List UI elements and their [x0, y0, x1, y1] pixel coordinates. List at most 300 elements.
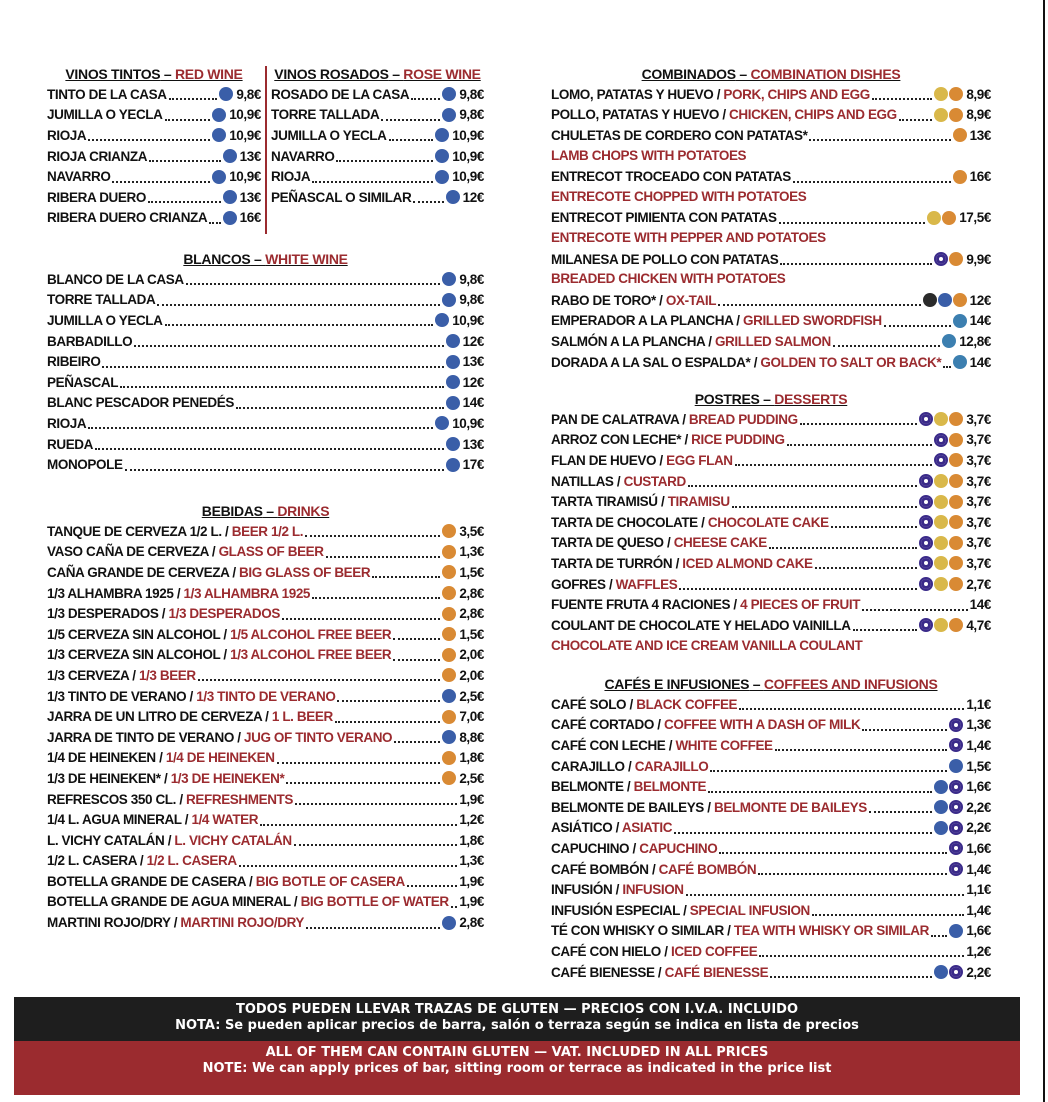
- section-title-es: VINOS TINTOS: [65, 66, 161, 82]
- allergen-icons: [953, 170, 967, 184]
- item-name: [551, 210, 777, 225]
- item-name-en: BREAD PUDDING: [688, 411, 798, 427]
- item-name-es: 1/5 CERVEZA SIN ALCOHOL /: [47, 626, 231, 642]
- dot-leader: [372, 576, 440, 578]
- footer-es-line1: TODOS PUEDEN LLEVAR TRAZAS DE GLUTEN — PRECIOS CON I.V.A. INCLUIDO: [235, 1002, 799, 1017]
- item-price: 4,7€: [966, 617, 991, 633]
- item-name-en: CAFÉ BIENESSE: [664, 964, 769, 980]
- item-name-en: CHOCOLATE CAKE: [707, 514, 829, 530]
- egg-icon: [934, 412, 948, 426]
- footer-banner-es: [14, 997, 1020, 1041]
- item-price: 10,9€: [229, 107, 261, 123]
- menu-item: [551, 879, 991, 900]
- item-name-es: PEÑASCAL O SIMILAR: [271, 189, 412, 205]
- section-title-sep: –: [735, 66, 751, 82]
- allergen-icons: [919, 536, 963, 550]
- milk-icon: [919, 495, 933, 509]
- fish-icon: [942, 334, 956, 348]
- item-name-es: 1/3 DESPERADOS /: [47, 606, 169, 622]
- allergen-icons: [435, 313, 449, 327]
- dot-leader: [769, 547, 917, 549]
- menu-item: [47, 624, 484, 645]
- item-price: 2,2€: [966, 799, 991, 815]
- item-name: [47, 128, 86, 143]
- dot-leader: [739, 708, 964, 710]
- menu-item: [551, 797, 991, 818]
- item-name-es: FUENTE FRUTA 4 RACIONES /: [551, 597, 741, 613]
- item-name-en: ICED COFFEE: [670, 943, 758, 959]
- item-price: 3,7€: [966, 452, 991, 468]
- item-price: 10,9€: [452, 148, 484, 164]
- item-name-es: ENTRECOT PIMIENTA CON PATATAS: [551, 210, 777, 226]
- cereal-icon: [442, 565, 456, 579]
- menu-item: [47, 454, 484, 475]
- allergen-icons: [442, 272, 456, 286]
- item-name-es: TORRE TALLADA: [47, 292, 156, 308]
- item-name-es: TARTA DE TURRÓN /: [551, 555, 683, 571]
- allergen-icons: [953, 355, 967, 369]
- item-name-en: 1/3 TINTO DE VERANO: [196, 688, 336, 704]
- dot-leader: [708, 791, 932, 793]
- item-name: [47, 565, 370, 580]
- menu-item: [551, 125, 991, 146]
- item-price: 1,4€: [966, 737, 991, 753]
- item-price: 1,1€: [966, 696, 991, 712]
- item-name-en: GRILLED SWORDFISH: [743, 313, 882, 329]
- item-price: 1,3€: [459, 544, 484, 560]
- allergen-icons: [442, 751, 456, 765]
- sulfite-icon: [446, 458, 460, 472]
- cereal-icon: [942, 211, 956, 225]
- item-price: 1,2€: [459, 812, 484, 828]
- dot-leader: [312, 597, 440, 599]
- section-title-en: ROSE WINE: [403, 66, 481, 82]
- dot-leader: [719, 852, 947, 854]
- milk-icon: [949, 738, 963, 752]
- item-name-es: DORADA A LA SAL O ESPALDA* /: [551, 354, 761, 370]
- menu-item: [47, 603, 484, 624]
- item-name-es: TÉ CON WHISKY O SIMILAR /: [551, 923, 734, 939]
- milk-icon: [934, 433, 948, 447]
- item-name: [551, 697, 737, 712]
- milk-icon: [919, 412, 933, 426]
- item-price: 1,1€: [966, 882, 991, 898]
- item-price: 13€: [462, 436, 484, 452]
- section-title-sep: –: [262, 503, 278, 519]
- item-name-es: BLANC PESCADOR PENEDÉS: [47, 395, 234, 411]
- item-name-es: POLLO, PATATAS Y HUEVO /: [551, 107, 730, 123]
- dot-leader: [95, 448, 444, 450]
- item-name-en-subline: CHOCOLATE AND ICE CREAM VANILLA COULANT: [551, 637, 863, 653]
- milk-icon: [919, 556, 933, 570]
- dot-leader: [209, 222, 220, 224]
- dot-leader: [869, 811, 932, 813]
- item-name-en: L. VICHY CATALÁN: [174, 832, 292, 848]
- allergen-icons: [435, 128, 449, 142]
- section-title: [47, 501, 484, 521]
- cereal-icon: [442, 586, 456, 600]
- item-name-es: 1/4 L. AGUA MINERAL /: [47, 812, 192, 828]
- allergen-icons: [934, 108, 963, 122]
- menu-item: [47, 521, 484, 542]
- item-name-es: FLAN DE HUEVO /: [551, 452, 667, 468]
- sulfite-icon: [435, 149, 449, 163]
- item-name-es: RIOJA CRIANZA: [47, 148, 148, 164]
- item-name-en: BLACK COFFEE: [636, 696, 738, 712]
- item-name: [47, 915, 304, 930]
- dot-leader: [381, 119, 440, 121]
- cereal-icon: [442, 710, 456, 724]
- dot-leader: [800, 423, 918, 425]
- dot-leader: [157, 304, 440, 306]
- item-name: [271, 190, 411, 205]
- item-name-en: 1/3 ALHAMBRA 1925: [183, 585, 311, 601]
- item-name-es: BLANCO DE LA CASA: [47, 271, 184, 287]
- item-price: 13€: [462, 354, 484, 370]
- section-title-es: BEBIDAS: [201, 503, 263, 519]
- allergen-icons: [442, 689, 456, 703]
- item-name: [47, 437, 93, 452]
- item-name-en: ICED ALMOND CAKE: [682, 555, 813, 571]
- menu-item: [551, 208, 991, 229]
- item-name-es: EMPERADOR A LA PLANCHA /: [551, 313, 743, 329]
- allergen-icons: [927, 211, 956, 225]
- allergen-icons: [446, 437, 460, 451]
- footer-banner-en: [14, 1041, 1020, 1095]
- item-name: [47, 395, 234, 410]
- allergen-icons: [442, 87, 456, 101]
- section-title-es: POSTRES: [694, 391, 760, 407]
- item-name: [271, 128, 387, 143]
- dot-leader: [198, 679, 441, 681]
- item-name-es: LOMO, PATATAS Y HUEVO /: [551, 86, 724, 102]
- allergen-icons: [442, 648, 456, 662]
- item-price: 17€: [462, 457, 484, 473]
- dot-leader: [112, 181, 210, 183]
- item-price: 14€: [969, 313, 991, 329]
- item-name: [47, 107, 163, 122]
- item-name-es: JARRA DE UN LITRO DE CERVEZA /: [47, 709, 272, 725]
- menu-item: [47, 372, 484, 393]
- item-price: 1,9€: [459, 894, 484, 910]
- dot-leader: [899, 119, 933, 121]
- item-name-en: REFRESHMENTS: [186, 791, 294, 807]
- dot-leader: [169, 98, 218, 100]
- item-name-es: RABO DE TORO* /: [551, 292, 666, 308]
- item-name: [47, 586, 310, 601]
- item-name-en-subline: ENTRECOTE WITH PEPPER AND POTATOES: [551, 230, 826, 246]
- item-price: 1,9€: [459, 791, 484, 807]
- menu-item: [47, 269, 484, 290]
- item-name: [551, 87, 870, 102]
- item-name: [47, 354, 100, 369]
- allergen-icons: [446, 355, 460, 369]
- item-name: [551, 128, 807, 143]
- milk-icon: [919, 515, 933, 529]
- item-name-en: 1 L. BEER: [271, 709, 333, 725]
- menu-item: [551, 105, 991, 126]
- menu-item: [551, 471, 991, 492]
- item-price: 12€: [462, 374, 484, 390]
- egg-icon: [934, 618, 948, 632]
- allergen-icons: [435, 416, 449, 430]
- item-name-en: ASIATIC: [621, 820, 673, 836]
- item-name: [551, 334, 831, 349]
- cereal-icon: [442, 648, 456, 662]
- menu-item: [551, 290, 991, 311]
- egg-icon: [934, 515, 948, 529]
- allergen-icons: [934, 433, 963, 447]
- item-price: 3,7€: [966, 411, 991, 427]
- item-name: [47, 272, 184, 287]
- menu-item: [551, 512, 991, 533]
- section-title-en: DRINKS: [277, 503, 330, 519]
- page-border-right: [1043, 0, 1045, 1102]
- allergen-icons: [923, 293, 967, 307]
- item-price: 8,9€: [966, 86, 991, 102]
- sulfite-icon: [435, 313, 449, 327]
- item-price: 14€: [969, 597, 991, 613]
- menu-item: [271, 146, 484, 167]
- item-name-es: CAFÉ BIENESSE /: [551, 964, 665, 980]
- item-name-es: ARROZ CON LECHE* /: [551, 432, 692, 448]
- item-name-es: CAFÉ CON LECHE /: [551, 737, 676, 753]
- item-price: 13€: [969, 127, 991, 143]
- item-name: [551, 862, 756, 877]
- allergen-icons: [442, 730, 456, 744]
- menu-item: [271, 125, 484, 146]
- allergen-icons: [934, 87, 963, 101]
- desserts-section: [551, 389, 991, 656]
- item-name-es: TANQUE DE CERVEZA 1/2 L. /: [47, 523, 232, 539]
- cereal-icon: [949, 412, 963, 426]
- section-title-sep: –: [759, 391, 775, 407]
- allergen-icons: [442, 710, 456, 724]
- milk-icon: [934, 252, 948, 266]
- allergen-icons: [949, 759, 963, 773]
- menu-item: [551, 776, 991, 797]
- cereal-icon: [949, 453, 963, 467]
- cereal-icon: [953, 293, 967, 307]
- menu-item: [47, 583, 484, 604]
- sulfite-icon: [223, 190, 237, 204]
- dot-leader: [394, 741, 440, 743]
- allergen-icons: [212, 108, 226, 122]
- item-price: 10,9€: [452, 169, 484, 185]
- item-name-es: RIOJA: [47, 127, 87, 143]
- dot-leader: [710, 770, 947, 772]
- item-name: [551, 717, 860, 732]
- milk-icon: [949, 780, 963, 794]
- item-name-en: WAFFLES: [615, 576, 678, 592]
- dot-leader: [815, 567, 918, 569]
- red-wine-section: [47, 64, 261, 228]
- allergen-icons: [934, 965, 963, 979]
- allergen-icons: [442, 916, 456, 930]
- dot-leader: [294, 844, 458, 846]
- item-name: [47, 709, 333, 724]
- sulfite-icon: [442, 272, 456, 286]
- item-price: 9,9€: [966, 251, 991, 267]
- item-name: [551, 841, 717, 856]
- item-name-en: 1/2 L. CASERA: [146, 853, 237, 869]
- item-name: [551, 820, 672, 835]
- cereal-icon: [442, 607, 456, 621]
- item-name-en: BIG GLASS OF BEER: [239, 564, 371, 580]
- item-name-en: BIG BOTTLE OF WATER: [300, 894, 449, 910]
- cereal-icon: [442, 771, 456, 785]
- item-name-es: MONOPOLE: [47, 457, 123, 473]
- item-name-es: ROSADO DE LA CASA: [271, 86, 410, 102]
- item-name-en: BIG BOTLE OF CASERA: [255, 873, 405, 889]
- item-name: [47, 87, 167, 102]
- dot-leader: [758, 873, 947, 875]
- item-name-en: JUG OF TINTO VERANO: [243, 729, 393, 745]
- menu-item: [47, 727, 484, 748]
- menu-item: [271, 166, 484, 187]
- item-name-es: CAFÉ CON HIELO /: [551, 943, 671, 959]
- item-name-es: VASO CAÑA DE CERVEZA /: [47, 544, 219, 560]
- item-name: [47, 689, 335, 704]
- sulfite-icon: [934, 800, 948, 814]
- item-name-es: BELMONTE /: [551, 779, 634, 795]
- item-name-en: BEER 1/2 L.: [231, 523, 304, 539]
- item-name-es: TARTA TIRAMISÚ /: [551, 494, 668, 510]
- dot-leader: [88, 427, 433, 429]
- item-price: 1,3€: [966, 717, 991, 733]
- item-price: 9,8€: [459, 107, 484, 123]
- dot-leader: [389, 139, 434, 141]
- item-name: [271, 149, 334, 164]
- item-name-es: PEÑASCAL: [47, 374, 119, 390]
- item-name: [47, 750, 275, 765]
- section-title-es: CAFÉS E INFUSIONES: [604, 676, 750, 692]
- cereal-icon: [953, 170, 967, 184]
- item-name-en: 1/4 DE HEINEKEN: [165, 750, 275, 766]
- menu-item: [271, 84, 484, 105]
- item-name-en: CARAJILLO: [634, 758, 709, 774]
- dot-leader: [862, 609, 968, 611]
- dot-leader: [779, 222, 926, 224]
- milk-icon: [919, 577, 933, 591]
- dot-leader: [186, 283, 441, 285]
- section-title-sep: –: [749, 676, 764, 692]
- menu-item: [551, 715, 991, 736]
- dot-leader: [411, 98, 440, 100]
- coffees-section: [551, 674, 991, 982]
- dot-leader: [282, 618, 440, 620]
- item-name: [47, 416, 86, 431]
- section-title: [47, 64, 261, 84]
- menu-item: [47, 208, 261, 229]
- allergen-icons: [919, 495, 963, 509]
- item-name: [271, 87, 409, 102]
- sulfite-icon: [446, 375, 460, 389]
- item-price: 2,2€: [966, 820, 991, 836]
- item-name: [551, 944, 757, 959]
- dot-leader: [286, 782, 440, 784]
- item-name-es: GOFRES /: [551, 576, 616, 592]
- menu-item: [551, 491, 991, 512]
- menu-item: [551, 311, 991, 332]
- item-price: 10,9€: [452, 127, 484, 143]
- footer-en-line1: ALL OF THEM CAN CONTAIN GLUTEN — VAT. INCLUDED IN ALL PRICES: [265, 1045, 769, 1060]
- dot-leader: [149, 160, 221, 162]
- item-price: 10,9€: [452, 312, 484, 328]
- item-name-en: GOLDEN TO SALT OR BACK*: [760, 354, 942, 370]
- item-name-es: COULANT DE CHOCOLATE Y HELADO VAINILLA: [551, 617, 851, 633]
- dot-leader: [688, 485, 918, 487]
- sulfite-icon: [442, 730, 456, 744]
- menu-item: [47, 809, 484, 830]
- item-name-en: EGG FLAN: [666, 452, 733, 468]
- menu-item: [551, 352, 991, 373]
- item-name-en: 1/3 BEER: [138, 667, 196, 683]
- allergen-icons: [446, 458, 460, 472]
- sulfite-icon: [435, 170, 449, 184]
- item-name-es: RIBERA DUERO CRIANZA: [47, 210, 208, 226]
- item-name-es: ENTRECOT TROCEADO CON PATATAS: [551, 169, 791, 185]
- allergen-icons: [919, 618, 963, 632]
- menu-item: [47, 351, 484, 372]
- item-price: 13€: [239, 189, 261, 205]
- allergen-icons: [919, 412, 963, 426]
- item-name: [551, 882, 684, 897]
- menu-item: [47, 84, 261, 105]
- dot-leader: [236, 407, 444, 409]
- item-name-es: CAFÉ SOLO /: [551, 696, 637, 712]
- sulfite-icon: [212, 170, 226, 184]
- menu-item: [551, 594, 991, 615]
- item-price: 2,0€: [459, 667, 484, 683]
- milk-icon: [934, 453, 948, 467]
- menu-item: [47, 166, 261, 187]
- menu-item: [551, 331, 991, 352]
- dot-leader: [260, 824, 457, 826]
- dot-leader: [407, 885, 457, 887]
- allergen-icons: [212, 128, 226, 142]
- item-price: 9,8€: [236, 86, 261, 102]
- allergen-icons: [953, 128, 967, 142]
- section-title: [551, 64, 991, 84]
- sulfite-icon: [949, 924, 963, 938]
- item-name-en: CHEESE CAKE: [673, 535, 767, 551]
- item-name-es: JUMILLA O YECLA: [47, 107, 163, 123]
- item-price: 1,6€: [966, 779, 991, 795]
- menu-item: [47, 686, 484, 707]
- allergen-icons: [949, 718, 963, 732]
- allergen-icons: [223, 190, 237, 204]
- item-name-en: PORK, CHIPS AND EGG: [723, 86, 870, 102]
- item-price: 9,8€: [459, 271, 484, 287]
- dot-leader: [853, 629, 918, 631]
- item-price: 14€: [969, 354, 991, 370]
- menu-item: [551, 921, 991, 942]
- item-name-es: MILANESA DE POLLO CON PATATAS: [551, 251, 779, 267]
- item-name-en: BELMONTE: [633, 779, 707, 795]
- item-price: 2,5€: [459, 770, 484, 786]
- item-name: [551, 779, 706, 794]
- item-name: [47, 874, 405, 889]
- item-name-es: INFUSIÓN ESPECIAL /: [551, 902, 690, 918]
- dot-leader: [931, 935, 947, 937]
- cereal-icon: [949, 108, 963, 122]
- menu-item: [551, 574, 991, 595]
- item-name-es: JUMILLA O YECLA: [271, 127, 387, 143]
- item-name: [551, 355, 941, 370]
- menu-item: [551, 249, 991, 270]
- dot-leader: [239, 865, 458, 867]
